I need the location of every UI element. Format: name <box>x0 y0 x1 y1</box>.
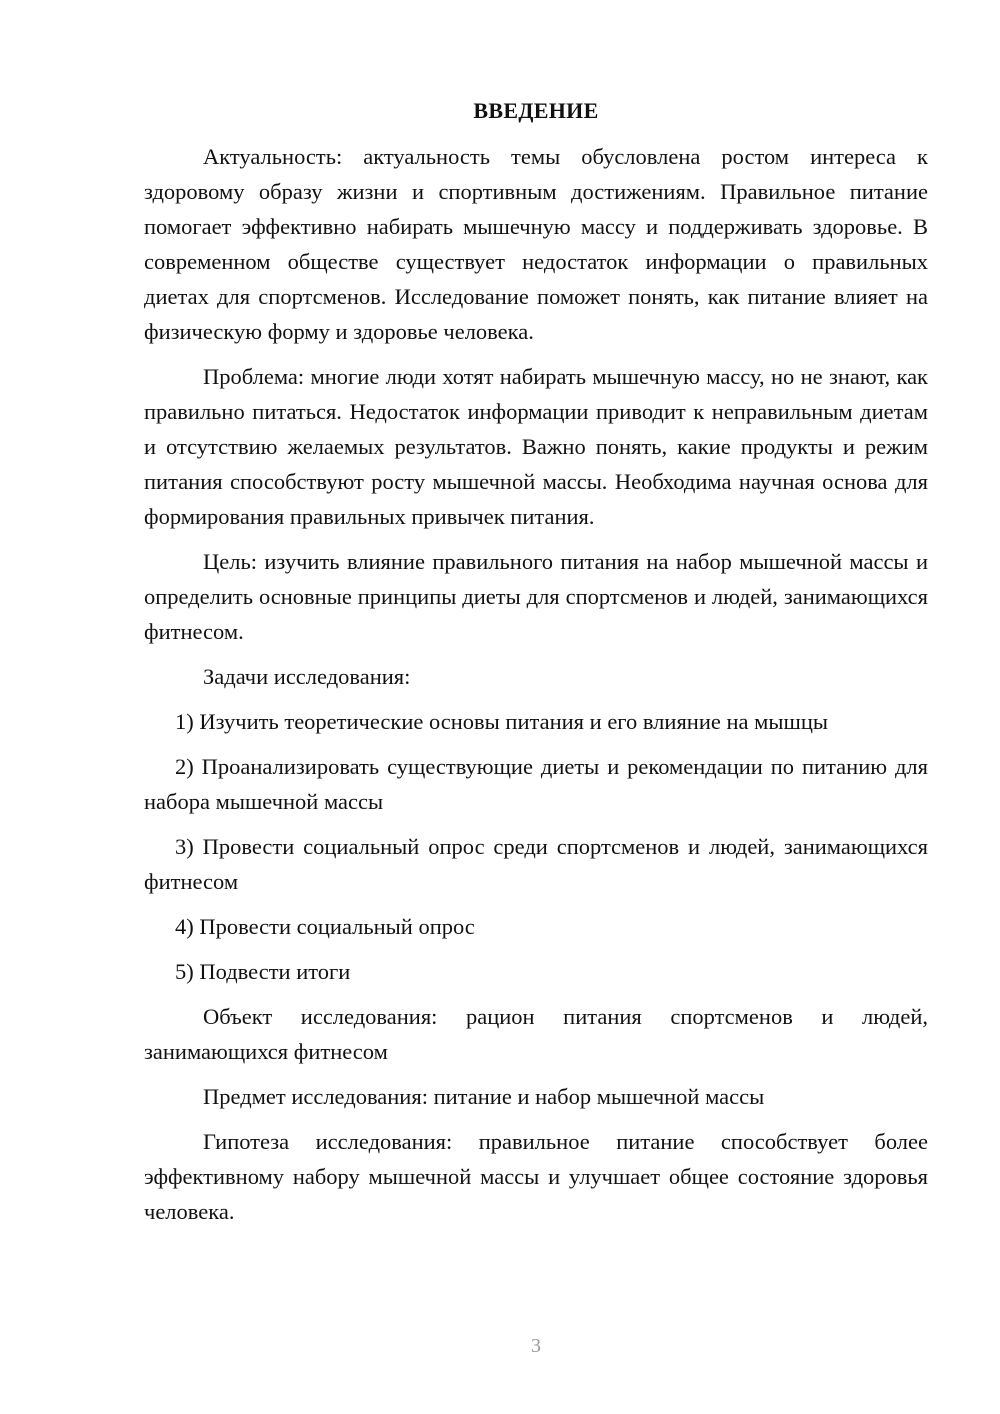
task-item-4: 4) Провести социальный опрос <box>175 914 475 939</box>
paragraph-relevance: Актуальность: актуальность темы обусловлена ростом интереса к здоровому образу жизни и спортивным достижениям. Правильное питание помогает эффективно набирать мышечную массу и поддерживать здоровье. В современном обществе существует недостаток информации о правильных диетах для спортсменов. Исследование поможет понять, как питание влияет на физическую форму и здоровье человека. <box>144 144 928 344</box>
task-item-3: 3) Провести социальный опрос среди спортсменов и людей, занимающихся фитнесом <box>144 834 928 894</box>
paragraph-subject: Предмет исследования: питание и набор мышечной массы <box>203 1084 765 1109</box>
task-item-2: 2) Проанализировать существующие диеты и рекомендации по питанию для набора мышечной массы <box>144 754 928 814</box>
task-item-5: 5) Подвести итоги <box>175 959 351 984</box>
task-item-1: 1) Изучить теоретические основы питания и его влияние на мышцы <box>175 709 828 734</box>
document-page <box>144 95 928 1239</box>
paragraph-goal: Цель: изучить влияние правильного питания на набор мышечной массы и определить основные принципы диеты для спортсменов и людей, занимающихся фитнесом. <box>144 549 928 644</box>
paragraph-object: Объект исследования: рацион питания спортсменов и людей, занимающихся фитнесом <box>144 1004 928 1064</box>
paragraph-hypothesis: Гипотеза исследования: правильное питание способствует более эффективному набору мышечной массы и улучшает общее состояние здоровья человека. <box>144 1129 928 1224</box>
tasks-heading: Задачи исследования: <box>203 664 411 689</box>
paragraph-problem: Проблема: многие люди хотят набирать мышечную массу, но не знают, как правильно питаться. Недостаток информации приводит к неправильным диетам и отсутствию желаемых результатов. Важно понять, какие продукты и режим питания способствуют росту мышечной массы. Необходима научная основа для формирования правильных привычек питания. <box>144 364 928 529</box>
page-number: 3 <box>531 1335 541 1357</box>
page-title: ВВЕДЕНИЕ <box>473 98 599 123</box>
